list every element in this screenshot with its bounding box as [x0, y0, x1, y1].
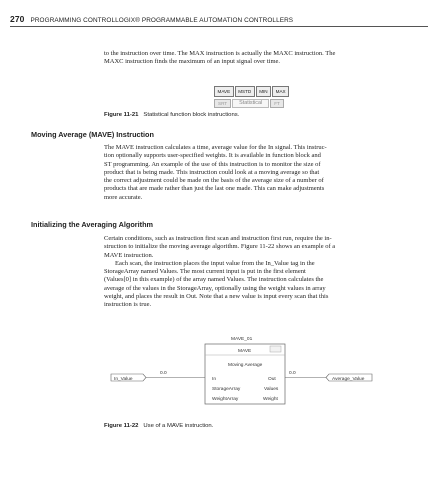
text-line: products that are made rather than just the last one made. This can make adjustments: [104, 185, 325, 193]
text-line: ST programming. An example of the use of this instruction is to monitor the size of: [104, 160, 321, 168]
section-heading-initializing: Initializing the Averaging Algorithm: [31, 220, 154, 229]
figure-label: Figure 11-22: [104, 423, 139, 429]
text-line: average of the values in the StorageArray, optionally using the weight values in array: [104, 284, 326, 292]
output-value: 0.0: [289, 371, 296, 376]
text-line: the correct adjustment could be made on the basis of the average size of a number of: [104, 177, 324, 185]
storage-array-value: Values: [264, 387, 279, 392]
tab-statistical[interactable]: Statistical: [232, 99, 269, 108]
in-pin-label: In: [212, 377, 217, 382]
weight-array-value: Weight: [263, 397, 278, 402]
figure-caption-22: [104, 423, 213, 429]
input-value: 0.0: [160, 371, 167, 376]
text-line: MAVE instruction.: [104, 251, 154, 259]
text-line: more accurate.: [104, 193, 143, 201]
figure-text: Statistical function block instructions.: [143, 112, 240, 118]
text-line: Each scan, the instruction places the input value from the In_Value tag in the: [115, 259, 315, 267]
text-line: MAXC instruction finds the maximum of an input signal over time.: [104, 58, 281, 66]
text-line: instruction is true.: [104, 301, 152, 309]
running-title: PROGRAMMING CONTROLLOGIX® PROGRAMMABLE AUTOMATION CONTROLLERS: [30, 17, 294, 24]
figure-text: Use of a MAVE instruction.: [143, 423, 214, 429]
out-pin-label: Out: [268, 377, 276, 382]
tab-ft[interactable]: FT: [270, 99, 284, 108]
text-line: (Values[0] in this example) of the array named Values. The instruction calculates the: [104, 276, 324, 284]
text-line: Certain conditions, such as instruction first scan and instruction first run, require the in-: [104, 235, 332, 242]
output-tag-name: Average_Value: [332, 377, 365, 382]
page-number: 270: [10, 14, 25, 24]
tab-srt[interactable]: SRT: [214, 99, 231, 108]
input-tag-name: In_Value: [114, 377, 133, 382]
min-button[interactable]: MIN: [256, 86, 271, 97]
max-button[interactable]: MAX: [272, 86, 289, 97]
mave-button[interactable]: MAVE: [214, 86, 234, 97]
mstd-button[interactable]: MSTD: [235, 86, 255, 97]
text-line: tion optionally supports user-specified weights. It is available in function block and: [104, 152, 321, 160]
text-line: StorageArray named Values. The most current input is put in the first element: [104, 268, 306, 276]
block-type: MAVE: [238, 349, 252, 354]
block-tag: MAVE_01: [231, 337, 253, 342]
section-heading-mave: Moving Average (MAVE) Instruction: [31, 130, 154, 139]
weight-array-label: WeightArray: [212, 397, 239, 402]
figure-label: Figure 11-21: [104, 112, 139, 118]
text-line: to the instruction over time. The MAX instruction is actually the MAXC instruction. The: [104, 50, 336, 57]
text-line: product that is being made. This instruction could look at a moving average so that: [104, 168, 320, 176]
block-properties-button[interactable]: [270, 346, 281, 352]
block-name: Moving Average: [228, 363, 263, 368]
text-line: weight, and places the result in Out. Note that a new value is input every scan that this: [104, 293, 329, 301]
text-line: struction to initialize the moving average algorithm. Figure 11-22 shows an example of a: [104, 243, 336, 251]
text-line: The MAVE instruction calculates a time, average value for the In signal. This instruc-: [104, 144, 327, 151]
storage-array-label: StorageArray: [212, 387, 241, 392]
